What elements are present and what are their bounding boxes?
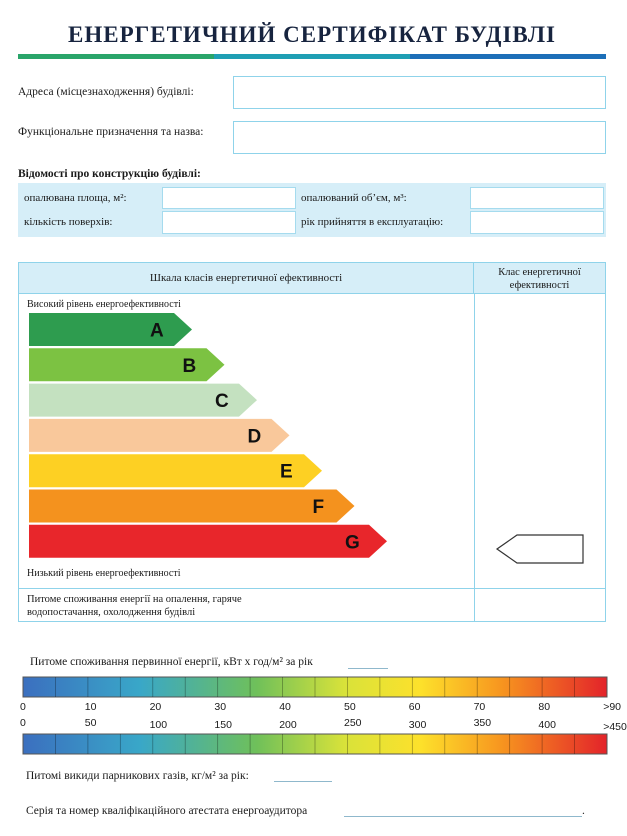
tick-label: 30: [214, 701, 227, 713]
tick-label: 200: [279, 719, 297, 731]
class-letter-d: D: [247, 426, 262, 448]
primary-energy-gradient-bar: [22, 676, 608, 698]
auditor-label: Серія та номер кваліфікаційного атестата енергоаудитора: [26, 805, 308, 817]
tick-label: >90: [603, 701, 621, 713]
auditor-end: .: [582, 805, 585, 817]
primary-energy-blank[interactable]: [348, 668, 388, 669]
heated-volume-field[interactable]: [470, 187, 604, 209]
tick-label: 20: [149, 701, 162, 713]
address-field[interactable]: [233, 76, 606, 109]
tick-label: 250: [344, 717, 362, 729]
heated-area-field[interactable]: [162, 187, 296, 209]
scale-bottom-divider: [19, 588, 605, 589]
tick-label: 100: [149, 719, 168, 731]
tick-label: 350: [473, 717, 492, 729]
class-arrow-a: [29, 313, 192, 346]
year-field[interactable]: [470, 211, 604, 234]
page-title: ЕНЕРГЕТИЧНИЙ СЕРТИФІКАТ БУДІВЛІ: [68, 22, 556, 47]
class-letter-a: A: [150, 320, 164, 342]
class-letter-c: C: [215, 391, 229, 413]
emissions-label: Питомі викиди парникових газів, кг/м² за рік:: [26, 770, 249, 782]
floors-label: кількість поверхів:: [24, 216, 113, 228]
emissions-blank[interactable]: [274, 781, 332, 782]
energy-scale-frame: [18, 262, 606, 622]
purpose-label: Функціональне призначення та назва:: [18, 126, 204, 138]
tick-label: 0: [20, 701, 26, 713]
construction-title: Відомості про конструкцію будівлі:: [18, 168, 201, 180]
scale-header-right: Клас енергетичної ефективності: [474, 263, 605, 294]
tick-label: 0: [20, 717, 26, 729]
title-bar-segment-blue: [410, 54, 606, 59]
address-label: Адреса (місцезнаходження) будівлі:: [18, 86, 194, 98]
tick-label: 300: [408, 719, 427, 731]
tick-label: 60: [408, 701, 421, 713]
class-arrow-g: [29, 525, 387, 558]
class-arrow-d: [29, 419, 290, 452]
class-indicator-arrow[interactable]: [495, 533, 585, 565]
title-color-bar: [18, 54, 606, 59]
emissions-gradient-bar: [22, 733, 608, 755]
scale-divider: [474, 294, 475, 621]
tick-label: 70: [473, 701, 486, 713]
purpose-field[interactable]: [233, 121, 606, 154]
tick-label: 400: [538, 719, 556, 731]
heated-volume-label: опалюваний об’єм, м³:: [301, 192, 407, 204]
year-label: рік прийняття в експлуатацію:: [301, 216, 444, 228]
class-arrow-f: [29, 490, 355, 523]
class-arrows: [19, 263, 474, 588]
class-arrow-b: [29, 348, 225, 381]
tick-label: >450: [603, 721, 627, 733]
heated-area-label: опалювана площа, м²:: [24, 192, 127, 204]
tick-label: 150: [214, 719, 232, 731]
class-letter-f: F: [312, 497, 325, 518]
tick-label: 40: [279, 701, 291, 713]
low-level-label: Низький рівень енергоефективності: [27, 568, 181, 579]
floors-field[interactable]: [162, 211, 296, 234]
class-arrow-c: [29, 384, 257, 417]
class-letter-g: G: [345, 532, 360, 554]
primary-energy-label: Питоме споживання первинної енергії, кВт х год/м² за рік: [30, 656, 313, 668]
tick-label: 10: [84, 701, 97, 713]
specific-consumption-label: Питоме споживання енергії на опалення, гаряче водопостачання, охолодження будівлі: [27, 594, 242, 618]
auditor-blank[interactable]: [344, 816, 582, 817]
title-bar-segment-teal: [214, 54, 410, 59]
scale-header-left: Шкала класів енергетичної ефективності: [19, 263, 474, 294]
construction-table: [18, 183, 606, 237]
title-bar-segment-green: [18, 54, 214, 59]
tick-label: 50: [84, 717, 97, 729]
high-level-label: Високий рівень енергоефективності: [27, 299, 181, 310]
class-letter-b: B: [182, 355, 197, 377]
class-arrow-e: [29, 454, 322, 487]
tick-label: 80: [538, 701, 551, 713]
tick-label: 50: [344, 701, 356, 713]
class-letter-e: E: [280, 461, 293, 483]
